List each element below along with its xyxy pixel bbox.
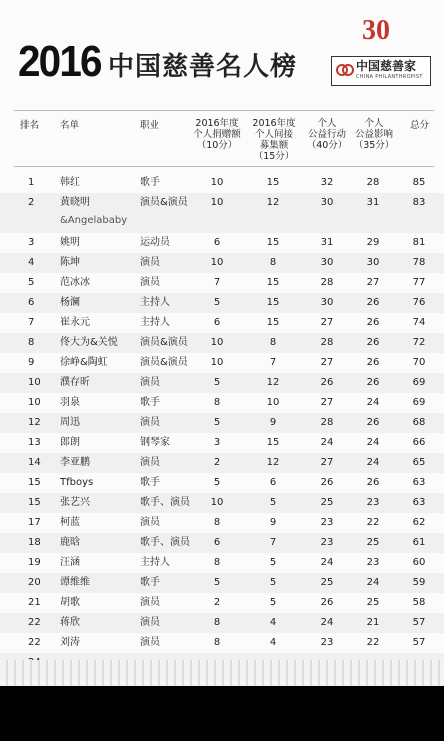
rank-cell: 2: [28, 197, 35, 208]
donation-cell: 6: [213, 537, 221, 548]
donation-cell: 5: [213, 297, 221, 308]
total-cell: 68: [412, 417, 426, 428]
donation-cell: 10: [210, 497, 224, 508]
influence-cell: 30: [366, 257, 380, 268]
table-row: [0, 393, 444, 413]
total-cell: 81: [412, 237, 426, 248]
raised-cell: 15: [266, 277, 280, 288]
action-cell: 31: [320, 237, 334, 248]
raised-cell: 8: [269, 257, 277, 268]
name-cell: 姚明: [60, 237, 80, 248]
influence-cell: 23: [366, 557, 380, 568]
name-cell: 张艺兴: [60, 497, 90, 508]
donation-cell: 2: [213, 457, 221, 468]
action-cell: 25: [320, 497, 334, 508]
header-bottom-divider: [14, 166, 434, 167]
action-cell: 27: [320, 317, 334, 328]
donation-cell: 8: [213, 557, 221, 568]
donation-cell: 8: [213, 517, 221, 528]
total-cell: 62: [412, 517, 426, 528]
raised-cell: 12: [266, 457, 280, 468]
influence-cell: 22: [366, 637, 380, 648]
action-cell: 30: [320, 197, 334, 208]
job-cell: 主持人: [140, 557, 170, 568]
rank-cell: 9: [28, 357, 35, 368]
total-cell: 76: [412, 297, 426, 308]
raised-cell: 15: [266, 297, 280, 308]
influence-cell: 22: [366, 517, 380, 528]
job-cell: 运动员: [140, 237, 170, 248]
influence-cell: 25: [366, 537, 380, 548]
raised-cell: 10: [266, 397, 280, 408]
action-cell: 28: [320, 337, 334, 348]
table-row: [0, 193, 444, 233]
raised-cell: 5: [269, 577, 277, 588]
action-cell: 24: [320, 437, 334, 448]
job-cell: 演员: [140, 377, 160, 388]
raised-cell: 7: [269, 357, 277, 368]
rank-cell: 15: [28, 497, 41, 508]
table-row: [0, 453, 444, 473]
rank-cell: 20: [28, 577, 41, 588]
influence-cell: 26: [366, 377, 380, 388]
raised-cell: 15: [266, 237, 280, 248]
donation-cell: 5: [213, 377, 221, 388]
total-cell: 77: [412, 277, 426, 288]
job-cell: 演员: [140, 417, 160, 428]
job-cell: 演员&演员: [140, 337, 188, 348]
donation-cell: 5: [213, 417, 221, 428]
issue-number-badge: 30: [362, 15, 390, 46]
donation-cell: 6: [213, 237, 221, 248]
table-row: [0, 333, 444, 353]
rank-cell: 19: [28, 557, 41, 568]
logo-subtitle: CHINA PHILANTHROPIST: [356, 74, 423, 80]
rank-cell: 6: [28, 297, 35, 308]
job-cell: 钢琴家: [140, 437, 170, 448]
name-cell-continuation: &Angelababy: [60, 215, 128, 226]
influence-cell: 26: [366, 317, 380, 328]
col-job-header: 职业: [140, 120, 160, 131]
action-cell: 27: [320, 397, 334, 408]
job-cell: 演员: [140, 517, 160, 528]
donation-cell: 2: [213, 597, 221, 608]
rank-cell: 14: [28, 457, 41, 468]
header-top-divider: [14, 110, 434, 111]
action-cell: 27: [320, 457, 334, 468]
action-cell: 26: [320, 377, 334, 388]
donation-cell: 10: [210, 257, 224, 268]
col-influence-header: 个人 公益影响 （35分）: [353, 118, 395, 151]
raised-cell: 15: [266, 317, 280, 328]
action-cell: 23: [320, 637, 334, 648]
rank-cell: 7: [28, 317, 35, 328]
rank-cell: 4: [28, 257, 35, 268]
job-cell: 演员: [140, 597, 160, 608]
rank-cell: 3: [28, 237, 35, 248]
job-cell: 演员: [140, 257, 160, 268]
action-cell: 27: [320, 357, 334, 368]
table-row: [0, 493, 444, 513]
name-cell: 胡歌: [60, 597, 80, 608]
influence-cell: 24: [366, 437, 380, 448]
page-title: 中国慈善名人榜: [108, 52, 298, 82]
action-cell: 28: [320, 417, 334, 428]
name-cell: 陈坤: [60, 257, 80, 268]
logo-name: 中国慈善家: [356, 59, 417, 73]
total-cell: 74: [412, 317, 426, 328]
action-cell: 25: [320, 577, 334, 588]
name-cell: 鹿晗: [60, 537, 80, 548]
table-row: [0, 253, 444, 273]
name-cell: 佟大为&关悦: [60, 337, 118, 348]
total-cell: 59: [412, 577, 426, 588]
table-row: [0, 553, 444, 573]
influence-cell: 29: [366, 237, 380, 248]
name-cell: 李亚鹏: [60, 457, 90, 468]
table-row: [0, 273, 444, 293]
table-row: [0, 173, 444, 193]
table-row: [0, 573, 444, 593]
table-row: [0, 633, 444, 653]
total-cell: 85: [412, 177, 426, 188]
name-cell: 柯蓝: [60, 517, 80, 528]
name-cell: 杨澜: [60, 297, 80, 308]
job-cell: 演员: [140, 617, 160, 628]
raised-cell: 4: [269, 637, 277, 648]
raised-cell: 15: [266, 437, 280, 448]
name-cell: 范冰冰: [60, 277, 90, 288]
job-cell: 主持人: [140, 297, 170, 308]
name-cell: 谭维维: [60, 577, 90, 588]
col-rank-header: 排名: [20, 120, 40, 131]
action-cell: 26: [320, 597, 334, 608]
total-cell: 58: [412, 597, 426, 608]
influence-cell: 21: [366, 617, 380, 628]
name-cell: 汪涵: [60, 557, 80, 568]
name-cell: 羽泉: [60, 397, 80, 408]
name-cell: 郎朗: [60, 437, 80, 448]
col-total-header: 总分: [410, 120, 430, 131]
influence-cell: 26: [366, 477, 380, 488]
donation-cell: 5: [213, 577, 221, 588]
rank-cell: 10: [28, 397, 41, 408]
action-cell: 24: [320, 557, 334, 568]
action-cell: 24: [320, 617, 334, 628]
influence-cell: 24: [366, 397, 380, 408]
rank-cell: 21: [28, 597, 41, 608]
total-cell: 63: [412, 477, 426, 488]
job-cell: 歌手: [140, 477, 160, 488]
table-row: [0, 293, 444, 313]
total-cell: 65: [412, 457, 426, 468]
rank-cell: 12: [28, 417, 41, 428]
table-row: [0, 613, 444, 633]
magazine-logo: [331, 56, 431, 86]
job-cell: 歌手: [140, 177, 160, 188]
rank-cell: 8: [28, 337, 35, 348]
raised-cell: 4: [269, 617, 277, 628]
total-cell: 57: [412, 637, 426, 648]
rank-cell: 15: [28, 477, 41, 488]
rank-cell: 13: [28, 437, 41, 448]
col-donation-header: 2016年度 个人捐赠额 （10分）: [193, 118, 241, 151]
name-cell: Tfboys: [60, 477, 94, 488]
influence-cell: 27: [366, 277, 380, 288]
table-row: [0, 473, 444, 493]
donation-cell: 7: [213, 277, 221, 288]
rank-cell: 10: [28, 377, 41, 388]
influence-cell: 26: [366, 297, 380, 308]
total-cell: 63: [412, 497, 426, 508]
influence-cell: 23: [366, 497, 380, 508]
action-cell: 28: [320, 277, 334, 288]
donation-cell: 10: [210, 337, 224, 348]
rank-cell: 18: [28, 537, 41, 548]
raised-cell: 8: [269, 337, 277, 348]
influence-cell: 26: [366, 337, 380, 348]
table-row: [0, 353, 444, 373]
influence-cell: 24: [366, 577, 380, 588]
total-cell: 78: [412, 257, 426, 268]
col-action-header: 个人 公益行动 （40分）: [306, 118, 348, 151]
job-cell: 歌手: [140, 577, 160, 588]
table-row: [0, 373, 444, 393]
donation-cell: 5: [213, 477, 221, 488]
job-cell: 歌手、演员: [140, 537, 190, 548]
total-cell: 72: [412, 337, 426, 348]
action-cell: 26: [320, 477, 334, 488]
action-cell: 23: [320, 517, 334, 528]
job-cell: 演员&演员: [140, 357, 188, 368]
raised-cell: 6: [269, 477, 277, 488]
table-row: [0, 233, 444, 253]
total-cell: 69: [412, 377, 426, 388]
raised-cell: 5: [269, 597, 277, 608]
raised-cell: 12: [266, 197, 280, 208]
influence-cell: 26: [366, 417, 380, 428]
total-cell: 57: [412, 617, 426, 628]
donation-cell: 10: [210, 197, 224, 208]
rank-cell: 17: [28, 517, 41, 528]
name-cell: 刘涛: [60, 637, 80, 648]
raised-cell: 5: [269, 557, 277, 568]
action-cell: 30: [320, 297, 334, 308]
donation-cell: 8: [213, 397, 221, 408]
job-cell: 主持人: [140, 317, 170, 328]
influence-cell: 26: [366, 357, 380, 368]
rank-cell: 22: [28, 637, 41, 648]
job-cell: 歌手: [140, 397, 160, 408]
total-cell: 60: [412, 557, 426, 568]
total-cell: 70: [412, 357, 426, 368]
name-cell: 蒋欣: [60, 617, 80, 628]
raised-cell: 9: [269, 517, 277, 528]
influence-cell: 25: [366, 597, 380, 608]
influence-cell: 28: [366, 177, 380, 188]
logo-mark-icon: [336, 63, 354, 77]
table-header: [0, 112, 444, 168]
influence-cell: 24: [366, 457, 380, 468]
donation-cell: 10: [210, 357, 224, 368]
raised-cell: 9: [269, 417, 277, 428]
raised-cell: 5: [269, 497, 277, 508]
name-cell: 周迅: [60, 417, 80, 428]
total-cell: 83: [412, 197, 426, 208]
table-row: [0, 533, 444, 553]
col-raised-header: 2016年度 个人间接 募集额 （15分）: [252, 118, 296, 162]
rank-cell: 5: [28, 277, 35, 288]
rank-cell: 22: [28, 617, 41, 628]
action-cell: 32: [320, 177, 334, 188]
title-year: 2016: [18, 37, 101, 86]
action-cell: 23: [320, 537, 334, 548]
job-cell: 歌手、演员: [140, 497, 190, 508]
donation-cell: 10: [210, 177, 224, 188]
job-cell: 演员: [140, 457, 160, 468]
raised-cell: 7: [269, 537, 277, 548]
action-cell: 30: [320, 257, 334, 268]
donation-cell: 8: [213, 617, 221, 628]
total-cell: 69: [412, 397, 426, 408]
cropped-bottom-edge: [0, 660, 444, 686]
total-cell: 61: [412, 537, 426, 548]
influence-cell: 31: [366, 197, 380, 208]
table-row: [0, 413, 444, 433]
name-cell: 韩红: [60, 177, 80, 188]
total-cell: 66: [412, 437, 426, 448]
donation-cell: 3: [213, 437, 221, 448]
col-name-header: 名单: [60, 120, 80, 131]
table-row: [0, 313, 444, 333]
table-row: [0, 593, 444, 613]
rank-cell: 1: [28, 177, 35, 188]
name-cell: 濮存昕: [60, 377, 90, 388]
job-cell: 演员&演员: [140, 197, 188, 208]
raised-cell: 15: [266, 177, 280, 188]
name-cell: 黄晓明: [60, 197, 90, 208]
table-row: [0, 513, 444, 533]
raised-cell: 12: [266, 377, 280, 388]
name-cell: 徐峥&陶虹: [60, 357, 108, 368]
name-cell: 崔永元: [60, 317, 90, 328]
table-row: [0, 433, 444, 453]
job-cell: 演员: [140, 277, 160, 288]
donation-cell: 8: [213, 637, 221, 648]
donation-cell: 6: [213, 317, 221, 328]
job-cell: 演员: [140, 637, 160, 648]
